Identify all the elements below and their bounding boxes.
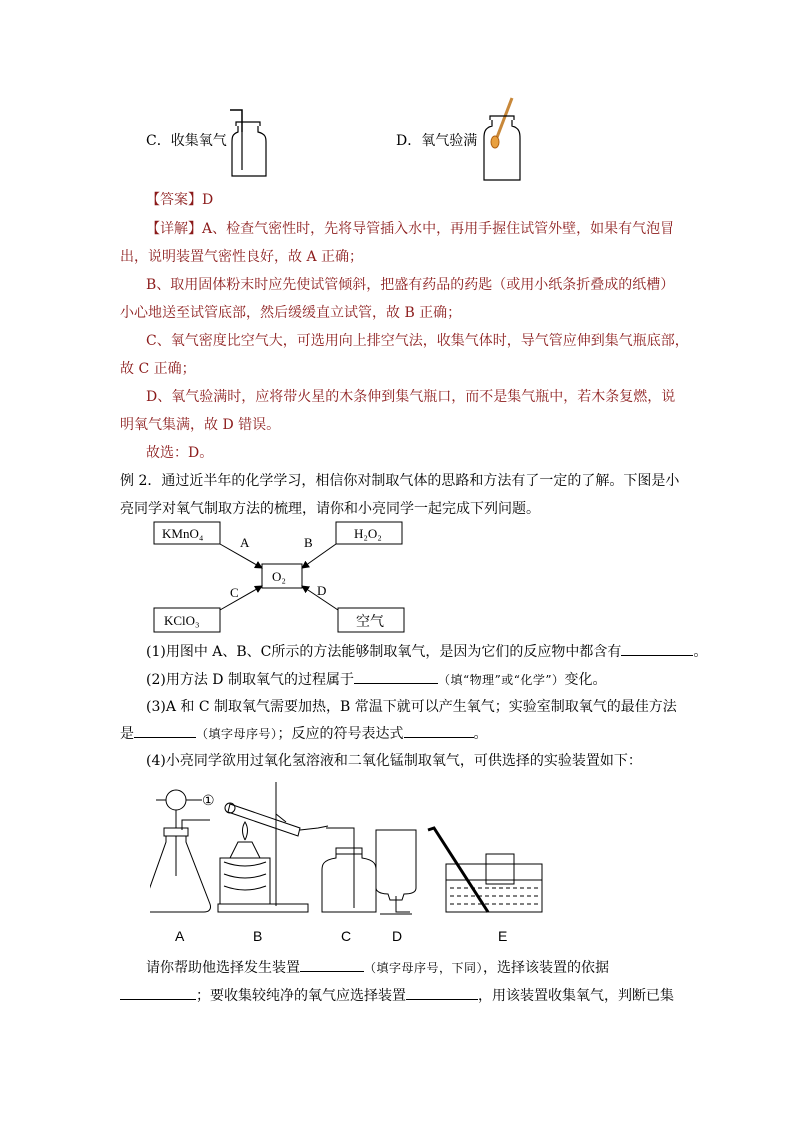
question-3-end: 。 bbox=[473, 726, 488, 742]
option-c-label: C．收集氧气 bbox=[146, 133, 227, 149]
question-3-blank-method[interactable] bbox=[134, 723, 196, 738]
question-2-blank[interactable] bbox=[354, 669, 438, 684]
bottom-line1-hint: （填字母序号，下同） bbox=[364, 961, 484, 975]
apparatus-label-d: D bbox=[392, 928, 403, 944]
bottom-line2-mid: ；要收集较纯净的氧气应选择装置 bbox=[196, 988, 406, 1004]
detail-choice: 故选：D。 bbox=[146, 445, 214, 461]
bottom-line2 bbox=[120, 985, 680, 1006]
oxygen-source-diagram bbox=[150, 518, 410, 636]
bottom-line1-text: 请你帮助他选择发生装置 bbox=[146, 960, 300, 976]
question-3-mid: ；反应的符号表达式 bbox=[277, 726, 404, 742]
question-3-hint: （填字母序号） bbox=[196, 727, 278, 741]
apparatus-e bbox=[428, 828, 542, 912]
question-3-pre: 是 bbox=[120, 726, 134, 742]
example-line1: 例 2．通过近半年的化学学习，相信你对制取气体的思路和方法有了一定的了解。下图是小 bbox=[120, 473, 680, 489]
detail-a-text1: A、检查气密性时，先将导管插入水中，再用手握住试管外壁，如果有气泡冒 bbox=[202, 221, 675, 237]
question-1-text: (1)用图中 A、B、C所示的方法能够制取氧气，是因为它们的反应物中都含有 bbox=[146, 644, 622, 660]
bottom-line1-end: ，选择该装置的依据 bbox=[483, 960, 610, 976]
question-1-end: 。 bbox=[693, 644, 708, 660]
generator-blank[interactable] bbox=[300, 957, 364, 972]
question-2-hint: （填“物理”或“化学”） bbox=[437, 673, 565, 687]
collector-blank[interactable] bbox=[406, 985, 478, 1000]
lab-apparatus-figure bbox=[150, 778, 550, 920]
o2-label: O₂ bbox=[272, 569, 286, 584]
example-line2: 亮同学对氧气制取方法的梳理，请你和小亮同学一起完成下列问题。 bbox=[120, 501, 540, 517]
air-label: 空气 bbox=[356, 615, 384, 630]
arrow-a-label: A bbox=[240, 535, 250, 550]
h2o2-label: H₂O₂ bbox=[354, 526, 382, 541]
question-4: (4)小亮同学欲用过氧化氢溶液和二氧化锰制取氧气，可供选择的实验装置如下： bbox=[146, 753, 642, 769]
arrow-d-label: D bbox=[317, 583, 327, 598]
detail-b-line2: 小心地送至试管底部，然后缓缓直立试管，故 B 正确； bbox=[120, 305, 462, 321]
answer-tag: 【答案】 bbox=[146, 192, 202, 208]
question-3-line2 bbox=[120, 723, 680, 744]
question-2 bbox=[146, 669, 706, 690]
question-1-blank[interactable] bbox=[621, 641, 693, 656]
arrow-b-label: B bbox=[304, 535, 313, 550]
detail-tag: 【详解】 bbox=[146, 221, 202, 237]
detail-d-line2: 明氧气集满，故 D 错误。 bbox=[120, 417, 281, 433]
apparatus-d bbox=[376, 830, 416, 914]
detail-c-line1: C、氧气密度比空气大，可选用向上排空气法，收集气体时，导气管应伸到集气瓶底部， bbox=[146, 333, 689, 349]
detail-d-line1: D、氧气验满时，应将带火星的木条伸到集气瓶口，而不是集气瓶中，若木条复燃，说 bbox=[146, 389, 676, 405]
kclo3-label: KClO₃ bbox=[164, 613, 200, 628]
oxygen-test-figure bbox=[478, 94, 526, 184]
option-d bbox=[396, 130, 477, 150]
apparatus-b bbox=[218, 782, 328, 912]
option-c bbox=[146, 130, 227, 150]
question-3-blank-equation[interactable] bbox=[404, 723, 474, 738]
question-1 bbox=[146, 641, 706, 662]
apparatus-a bbox=[150, 790, 215, 912]
detail-a-line2: 出，说明装置气密性良好，故 A 正确； bbox=[120, 249, 364, 265]
bottom-line2-end: ，用该装置收集氧气，判断已集 bbox=[478, 988, 674, 1004]
detail-b-line1: B、取用固体粉末时应先使试管倾斜，把盛有药品的药匙（或用小纸条折叠成的纸槽） bbox=[146, 277, 675, 293]
apparatus-label-a-text: A bbox=[175, 928, 185, 944]
gas-collection-bottle-figure bbox=[222, 104, 274, 182]
funnel-marker: ① bbox=[202, 794, 215, 809]
apparatus-label-c: C bbox=[341, 928, 352, 944]
apparatus-c bbox=[322, 828, 376, 912]
bottom-line1 bbox=[146, 957, 706, 978]
detail-c-line2: 故 C 正确； bbox=[120, 361, 196, 377]
question-3-line1: (3)A 和 C 制取氧气需要加热，B 常温下就可以产生氧气；实验室制取氧气的最佳方法 bbox=[146, 699, 677, 715]
option-d-label: D．氧气验满 bbox=[396, 133, 478, 149]
apparatus-label-e: E bbox=[498, 928, 508, 944]
question-2-end: 变化。 bbox=[564, 672, 607, 688]
reason-blank[interactable] bbox=[120, 985, 196, 1000]
kmno4-label: KMnO₄ bbox=[162, 526, 204, 541]
arrow-c bbox=[220, 586, 262, 610]
answer-value: D bbox=[202, 192, 214, 208]
question-2-text: (2)用方法 D 制取氧气的过程属于 bbox=[146, 672, 354, 688]
apparatus-label-b: B bbox=[253, 928, 263, 944]
detail-a-line1 bbox=[146, 219, 706, 239]
answer-line bbox=[146, 190, 706, 210]
arrow-c-label: C bbox=[230, 585, 239, 600]
